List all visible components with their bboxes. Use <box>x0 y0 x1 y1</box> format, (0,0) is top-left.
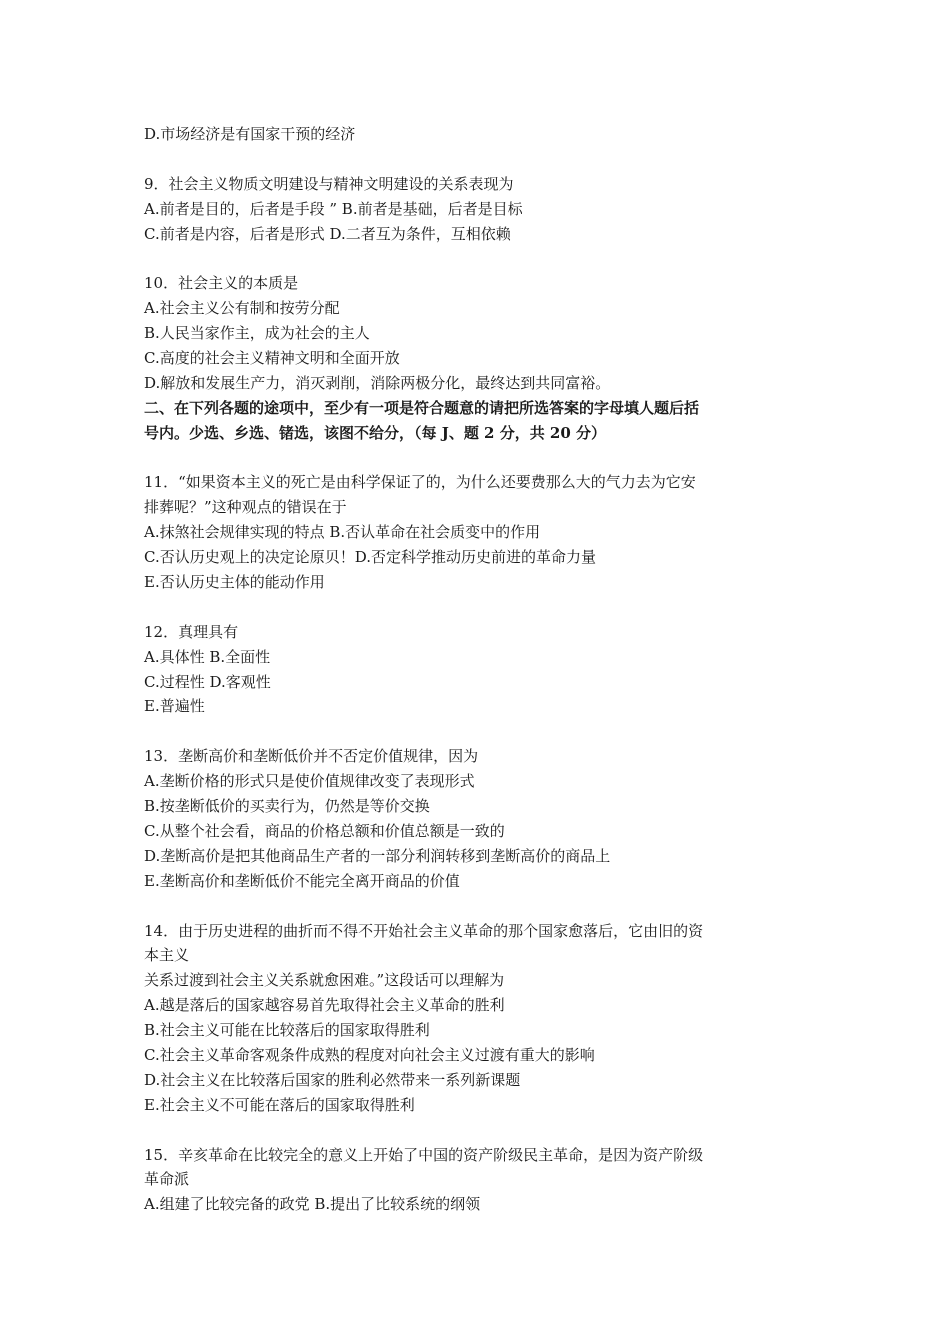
question-12-options-cd: C.过程性 D.客观性 <box>144 672 271 691</box>
blank-line <box>144 595 824 620</box>
blank-line <box>144 147 824 172</box>
question-14-stem-line-2: 本主义 <box>144 946 190 965</box>
question-13-option-c: C.从整个社会看，商品的价格总额和价值总额是一致的 <box>144 821 505 840</box>
question-12-options-ab: A.具体性 B.全面性 <box>144 647 271 666</box>
blank-line <box>144 1118 824 1143</box>
section-2-heading-line-1: 二、在下列各题的途项中，至少有一项是符合题意的请把所选答案的字母填人题后括 <box>144 398 700 417</box>
question-14-option-c: C.社会主义革命客观条件成熟的程度对向社会主义过渡有重大的影响 <box>144 1045 595 1064</box>
question-15-stem-line-2: 革命派 <box>144 1170 190 1189</box>
question-9-options-cd: C.前者是内容，后者是形式 D.二者互为条件，互相依赖 <box>144 224 511 243</box>
question-12-stem: 12．真理具有 <box>144 622 239 641</box>
blank-line <box>144 246 824 271</box>
question-12-option-e: E.普遍性 <box>144 697 205 716</box>
question-10-option-c: C.高度的社会主义精神文明和全面开放 <box>144 349 400 368</box>
question-13-option-e: E.垄断高价和垄断低价不能完全离开商品的价值 <box>144 871 460 890</box>
question-14-option-d: D.社会主义在比较落后国家的胜利必然带来一系列新课题 <box>144 1070 521 1089</box>
question-13-option-d: D.垄断高价是把其他商品生产者的一部分利润转移到垄断高价的商品上 <box>144 846 611 865</box>
question-11-options-ab: A.抹煞社会规律实现的特点 B.否认革命在社会质变中的作用 <box>144 523 541 542</box>
question-14-stem-line-1: 14．由于历史进程的曲折而不得不开始社会主义革命的那个国家愈落后，它由旧的资 <box>144 921 704 940</box>
question-10-option-a: A.社会主义公有制和按劳分配 <box>144 299 340 318</box>
question-14-option-b: B.社会主义可能在比较落后的国家取得胜利 <box>144 1021 430 1040</box>
question-13-option-a: A.垄断价格的形式只是使价值规律改变了表现形式 <box>144 772 475 791</box>
question-14-option-a: A.越是落后的国家越容易首先取得社会主义革命的胜利 <box>144 996 505 1015</box>
blank-line <box>144 894 824 919</box>
question-9-options-ab: A.前者是目的，后者是手段 ” B.前者是基础，后者是目标 <box>144 199 523 218</box>
question-11-stem-line-1: 11．“如果资本主义的死亡是由科学保证了的，为什么还要费那么大的气力去为它安 <box>144 473 696 492</box>
question-15-options-ab: A.组建了比较完备的政党 B.提出了比较系统的纲领 <box>144 1195 481 1214</box>
question-14-option-e: E.社会主义不可能在落后的国家取得胜利 <box>144 1095 415 1114</box>
question-10-stem: 10．社会主义的本质是 <box>144 274 299 293</box>
question-13-option-b: B.按垄断低价的买卖行为，仍然是等价交换 <box>144 797 430 816</box>
question-11-options-cd: C.否认历史观上的决定论原贝！D.否定科学推动历史前进的革命力量 <box>144 548 596 567</box>
question-10-option-d: D.解放和发展生产力，消灭剥削，消除两极分化，最终达到共同富裕。 <box>144 373 611 392</box>
question-10-option-b: B.人民当家作主，成为社会的主人 <box>144 324 370 343</box>
question-13-stem: 13．垄断高价和垄断低价并不否定价值规律，因为 <box>144 747 479 766</box>
document-page <box>144 122 824 1217</box>
question-11-stem-line-2: 排葬呢？”这种观点的错误在于 <box>144 498 347 517</box>
blank-line <box>144 446 824 471</box>
question-11-option-e: E.否认历史主体的能动作用 <box>144 573 325 592</box>
section-2-heading-line-2: 号内。少选、乡选、锗选，该图不给分，（每 J、题 2 分，共 20 分） <box>144 423 607 442</box>
question-9-stem: 9．社会主义物质文明建设与精神文明建设的关系表现为 <box>144 174 514 193</box>
question-15-stem-line-1: 15．辛亥革命在比较完全的意义上开始了中国的资产阶级民主革命，是因为资产阶级 <box>144 1145 704 1164</box>
option-line: D.市场经济是有国家干预的经济 <box>144 125 356 143</box>
question-14-stem-line-3: 关系过渡到社会主义关系就愈困难。”这段话可以理解为 <box>144 971 505 990</box>
blank-line <box>144 719 824 744</box>
